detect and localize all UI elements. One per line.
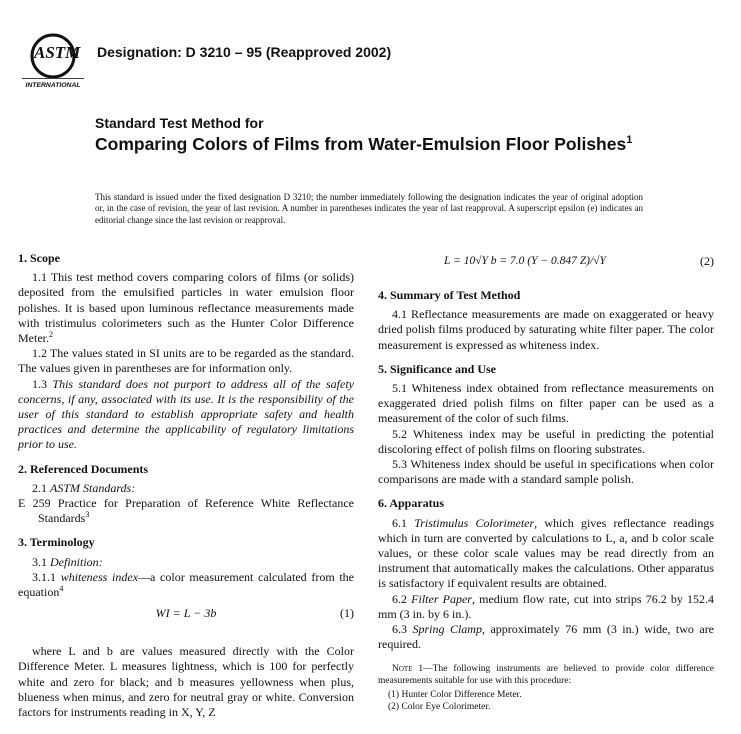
equation-1-body: WI = L − 3b [155, 606, 217, 621]
equation-1-number: (1) [340, 606, 354, 621]
astm-logo [18, 32, 88, 90]
para-where: where L and b are values measured directly with the Color Difference Meter. L measures lightness, which is 100 for perfectly white and zero for black; and b measures yellowness when plus, blueness when minus, and zero for neutral gray or white. Conversion factors for instruments reading in X, Y, Z [18, 644, 354, 720]
para-1-1: 1.1 This test method covers comparing colors of films (or solids) deposited from the emulsified particles in water emulsion floor polishes. It is based upon luminous reflectance measurements made with tristimulus colorimeters such as the Hunter Color Difference Meter.$^2$ [18, 270, 354, 346]
para-6-1: 6.1 Tristimulus Colorimeter, which gives reflectance readings which in turn are converted by calculations to L, a, and b color scale values, or these color scale values may be read directly from an instrument that automatically makes the calculations. Other apparatus is satisfactory if equivalent results are obtained. [378, 515, 714, 591]
para-2-1: 2.1 ASTM Standards: [32, 480, 136, 495]
ref-e259: E 259 Practice for Preparation of Reference White Reflectance Standards$^3$ [18, 496, 354, 526]
right-column [378, 254, 714, 713]
para-5-3: 5.3 Whiteness index should be useful in specifications when color comparisons are made with a standard sample polish. [378, 457, 714, 487]
section-3-heading: 3. Terminology [18, 535, 95, 550]
designation: Designation: D 3210 – 95 (Reapproved 2002) [97, 44, 392, 60]
para-5-1: 5.1 Whiteness index obtained from reflectance measurements on exaggerated dried polish films on filter paper can be used as a measurement of the color of such films. [378, 381, 714, 426]
section-6-heading: 6. Apparatus [378, 496, 445, 511]
title-pre: Standard Test Method for [95, 115, 264, 131]
para-3-1-1: 3.1.1 whiteness index—a color measurement calculated from the equation$^4$ [18, 569, 355, 600]
para-1-3: 1.3 This standard does not purport to address all of the safety concerns, if any, associated with its use. It is the responsibility of the user of this standard to establish appropriate safety and health practices and determine the applicability of regulatory limitations prior to use. [18, 376, 354, 452]
para-6-3: 6.3 Spring Clamp, approximately 76 mm (3 in.) wide, two are required. [378, 622, 715, 652]
para-3-1: 3.1 Definition: [32, 554, 103, 569]
note-1: Note 1—The following instruments are believed to provide color difference measurements suitable for use with this procedure: [378, 664, 715, 687]
equation-2-number: (2) [700, 254, 714, 268]
logo-letters: ASTM [34, 43, 81, 62]
title-block [95, 114, 655, 154]
note-item-2: (2) Color Eye Colorimeter. [388, 702, 491, 713]
logo-subtext: INTERNATIONAL [25, 82, 81, 89]
equation-2-body: L = 10√Y b = 7.0 (Y − 0.847 Z)/√Y [444, 255, 606, 267]
note-item-1: (1) Hunter Color Difference Meter. [388, 690, 522, 701]
para-1-2: 1.2 The values stated in SI units are to be regarded as the standard. The values given in parentheses are for information only. [18, 346, 354, 376]
para-5-2: 5.2 Whiteness index may be useful in predicting the potential discoloring effect of polish films on flooring substrates. [378, 426, 714, 456]
left-column [18, 251, 354, 720]
document-title-text: Comparing Colors of Films from Water-Emulsion Floor Polishes [95, 134, 627, 154]
para-6-2: 6.2 Filter Paper, medium flow rate, cut into strips 76.2 by 152.4 mm (3 in. by 6 in.). [378, 591, 715, 621]
note-1-list [378, 689, 714, 713]
equation-1 [18, 606, 354, 632]
document-title [95, 134, 655, 154]
title-footnote: 1 [626, 134, 633, 147]
section-4-heading: 4. Summary of Test Method [378, 288, 521, 302]
section-1-heading: 1. Scope [18, 251, 60, 265]
issuance-notice: This standard is issued under the fixed designation D 3210; the number immediately following the designation indicates the year of original adoption or, in the case of revision, the year of last revision. A number in parentheses indicates the year of last reapproval. A superscript epsilon (e) indicates an editorial change since the last revision or reapproval. [95, 192, 643, 225]
section-5-heading: 5. Significance and Use [378, 361, 497, 376]
para-4-1: 4.1 Reflectance measurements are made on exaggerated or heavy dried polish films produced by saturating white filter paper. The color measurement is expressed as whiteness index. [378, 307, 714, 352]
equation-2 [378, 254, 714, 272]
section-2-heading: 2. Referenced Documents [18, 461, 149, 476]
